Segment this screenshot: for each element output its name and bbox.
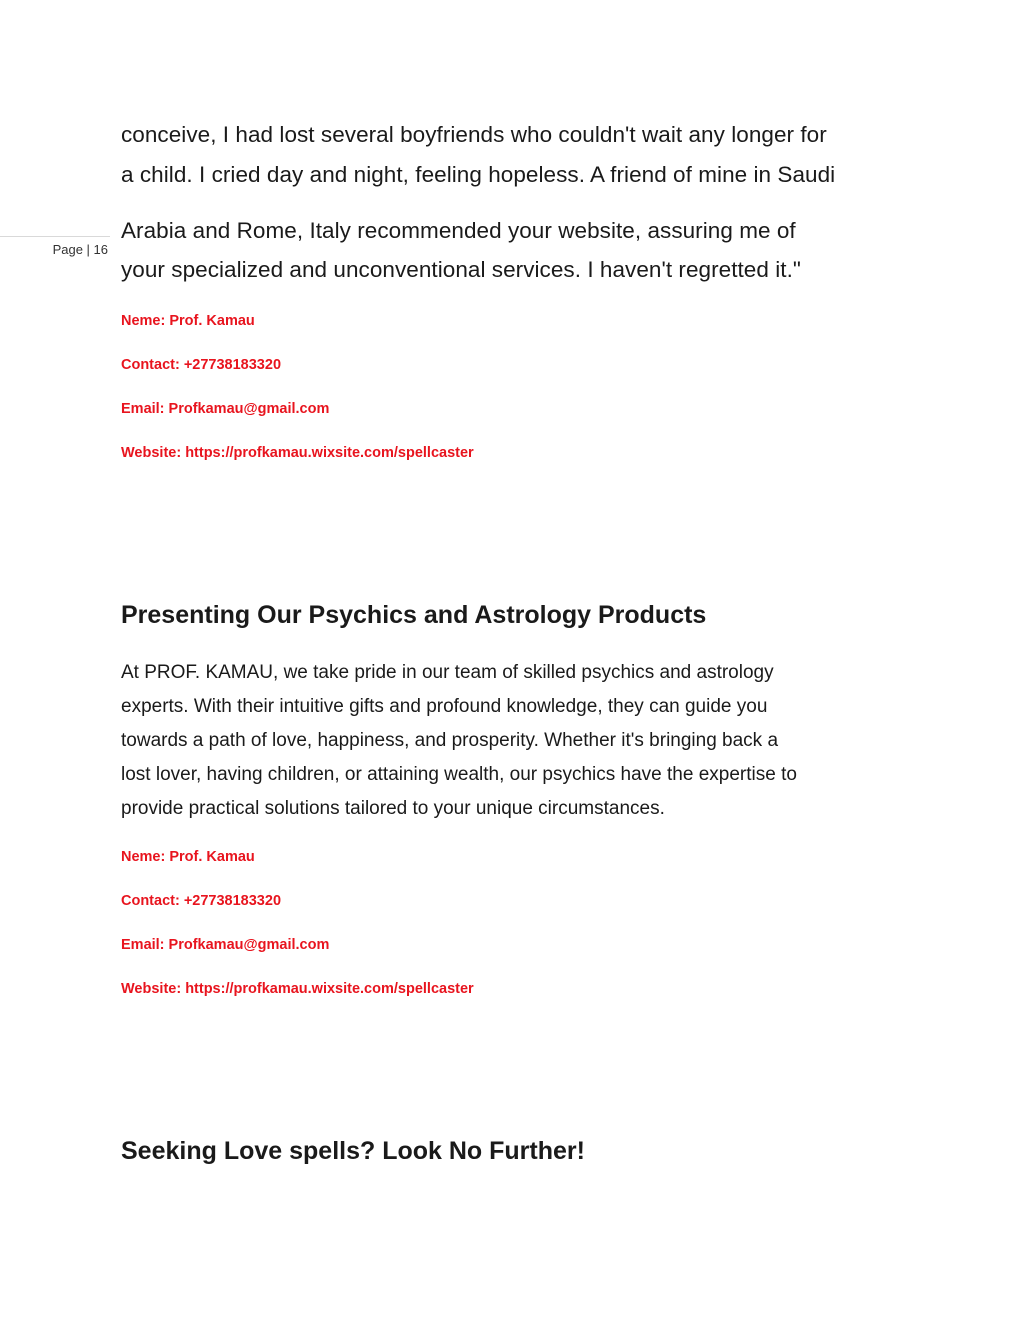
intro-line-1: conceive, I had lost several boyfriends who couldn't wait any longer for xyxy=(121,122,827,147)
contact-phone-2: Contact: +27738183320 xyxy=(121,893,282,909)
contact-website-2[interactable]: Website: https://profkamau.wixsite.com/spellcaster xyxy=(121,981,474,997)
contact-phone-1: Contact: +27738183320 xyxy=(121,357,282,373)
contact-name-2: Neme: Prof. Kamau xyxy=(121,849,255,865)
contact-email-1: Email: Profkamau@gmail.com xyxy=(121,401,330,417)
contact-name-1: Neme: Prof. Kamau xyxy=(121,313,255,329)
section-heading-love-spells: Seeking Love spells? Look No Further! xyxy=(121,1137,585,1165)
page-number: Page | 16 xyxy=(52,242,108,257)
contact-website-1[interactable]: Website: https://profkamau.wixsite.com/spellcaster xyxy=(121,445,474,461)
section-1-line-3: towards a path of love, happiness, and prosperity. Whether it's bringing back a xyxy=(121,730,779,751)
section-1-line-5: provide practical solutions tailored to your unique circumstances. xyxy=(121,798,665,819)
section-1-line-1: At PROF. KAMAU, we take pride in our team of skilled psychics and astrology xyxy=(121,662,774,683)
section-1-line-4: lost lover, having children, or attaining wealth, our psychics have the expertise to xyxy=(121,764,797,785)
intro-line-4: your specialized and unconventional services. I haven't regretted it." xyxy=(121,257,801,282)
section-heading-psychics: Presenting Our Psychics and Astrology Products xyxy=(121,601,707,629)
page-number-marker xyxy=(0,236,110,257)
contact-email-2: Email: Profkamau@gmail.com xyxy=(121,937,330,953)
intro-line-2: a child. I cried day and night, feeling hopeless. A friend of mine in Saudi xyxy=(121,162,836,187)
intro-line-3: Arabia and Rome, Italy recommended your website, assuring me of xyxy=(121,218,796,243)
section-1-line-2: experts. With their intuitive gifts and profound knowledge, they can guide you xyxy=(121,696,768,717)
